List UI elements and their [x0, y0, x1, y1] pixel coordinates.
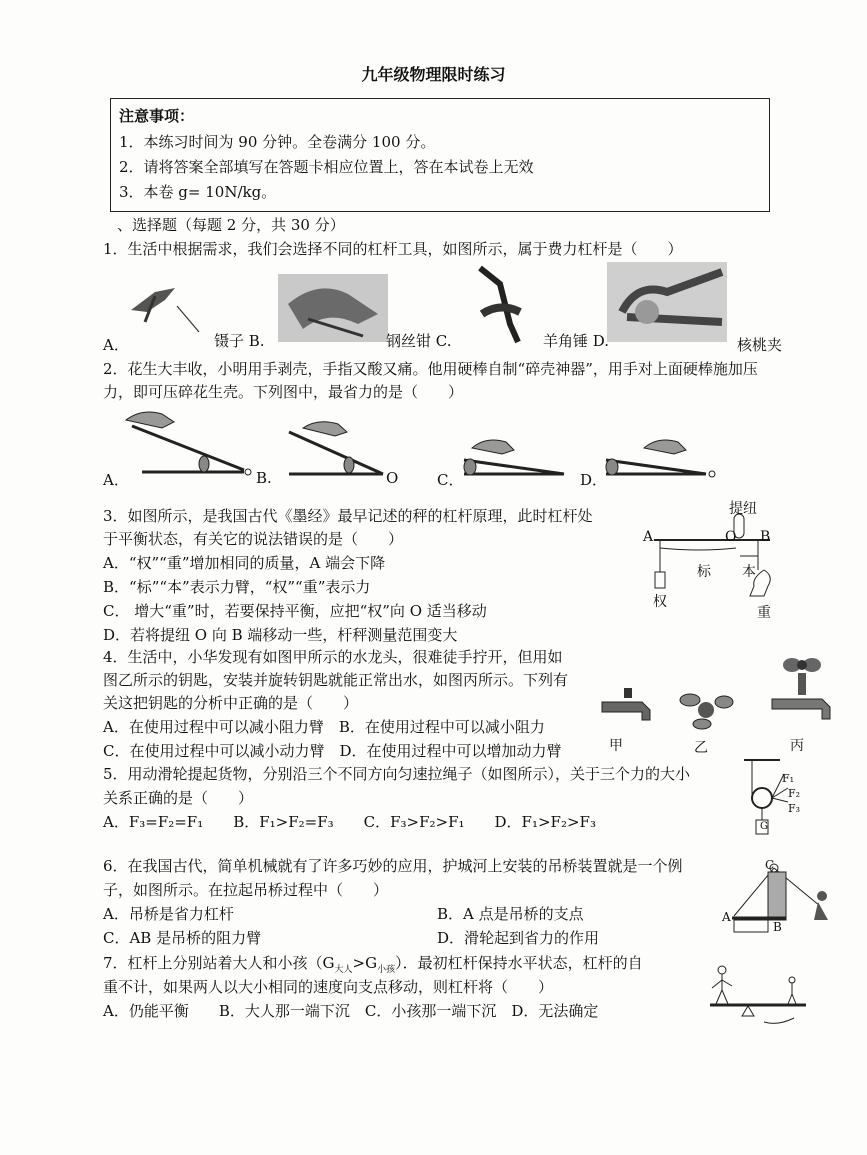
q2-option-b: B. [256, 469, 272, 487]
fig-label-f3: F₃ [788, 802, 801, 815]
lever-diagram-c [458, 436, 568, 478]
q3-option-a: A．“权”“重”增加相同的质量，A 端会下降 [103, 554, 386, 572]
fig-label-biao: 标 [697, 564, 711, 580]
q5-line: 关系正确的是（ ） [103, 789, 254, 807]
fig-label-zhong: 重 [757, 605, 771, 621]
q1-option-d: 羊角锤 D. [543, 332, 610, 350]
fig-label-yi: 乙 [694, 740, 708, 756]
q4-options-cd: C．在使用过程中可以减小动力臂 D．在使用过程中可以增加动力臂 [103, 742, 562, 760]
lever-diagram-a [122, 408, 252, 480]
pliers-image [278, 274, 388, 342]
q2-stem-line: 2．花生大丰收，小明用手剥壳，手指又酸又痛。他用硬棒自制“碎壳神器”，用手对上面硬棒施加压 [103, 360, 758, 378]
q7-line [103, 952, 643, 975]
q1-stem: 1．生活中根据需求，我们会选择不同的杠杆工具，如图所示，属于费力杠杆是（ ） [103, 240, 683, 258]
fig-label-a: A [643, 529, 654, 545]
q1-option-b: 镊子 B. [214, 332, 265, 350]
q6-option-d: D．滑轮起到省力的作用 [437, 929, 600, 947]
q7-text: ）．最初杠杆保持水平状态，杠杆的自 [395, 954, 643, 972]
pivot-o-label: O [386, 469, 399, 487]
fig-label-b: B [773, 920, 782, 934]
q7-gt: >G [352, 954, 378, 972]
q4-line: 关这把钥匙的分析中正确的是（ ） [103, 694, 359, 712]
q6-option-a: A．吊桥是省力杠杆 [103, 905, 234, 923]
fig-label-ben: 本 [742, 564, 756, 580]
notice-box [110, 98, 770, 212]
notice-item: 2．请将答案全部填写在答题卡相应位置上，答在本试卷上无效 [119, 158, 534, 176]
q6-line: 子，如图所示。在拉起吊桥过程中（ ） [103, 881, 389, 899]
fig-label-g: G [760, 821, 768, 832]
q7-line: 重不计，如果两人以大小相同的速度向支点移动，则杠杆将（ ） [103, 978, 554, 996]
fig-label-f2: F₂ [788, 787, 801, 800]
q7-options: A．仍能平衡 B．大人那一端下沉 C．小孩那一端下沉 D．无法确定 [103, 1002, 599, 1020]
q3-option-b: B．“标”“本”表示力臂，“权”“重”表示力 [103, 578, 371, 596]
key-image-yi [678, 690, 734, 730]
notice-item: 3．本卷 g= 10N/kg。 [119, 183, 277, 201]
q2-option-a: A． [103, 471, 129, 489]
page-title: 九年级物理限时练习 [361, 65, 506, 84]
q4-line: 4．生活中，小华发现有如图甲所示的水龙头，很难徒手拧开，但用如 [103, 648, 563, 666]
q6-option-b: B．A 点是吊桥的支点 [437, 905, 584, 923]
fig-label-a: A [722, 910, 731, 924]
q5-options: A．F₃=F₂=F₁ B．F₁>F₂=F₃ C．F₃>F₂>F₁ D．F₁>F₂>F₃ [103, 813, 596, 831]
q2-stem-line: 力，即可压碎花生壳。下列图中，最省力的是（ ） [103, 383, 464, 401]
drawbridge-diagram [728, 860, 838, 942]
faucet-with-key-image-bing [768, 655, 838, 733]
q1-option-a: A． [103, 336, 129, 354]
q3-option-c: C． 增大“重”时，若要保持平衡，应把“权”向 O 适当移动 [103, 602, 487, 620]
seesaw-diagram [708, 964, 808, 1034]
q6-option-c: C．AB 是吊桥的阻力臂 [103, 929, 262, 947]
fig-label-c: C [765, 858, 775, 872]
lever-diagram-d [600, 436, 715, 478]
q7-sub-child: 小孩 [377, 965, 396, 975]
q3-option-d: D．若将提纽 O 向 B 端移动一些，杆秤测量范围变大 [103, 626, 458, 644]
fig-label-tinu: 提纽 [729, 501, 757, 517]
q6-line: 6．在我国古代，简单机械就有了许多巧妙的应用，护城河上安装的吊桥装置就是一个例 [103, 857, 683, 875]
fig-label-f1: F₁ [782, 772, 795, 785]
q7-text: 7．杠杆上分别站着大人和小孩（G [103, 954, 335, 972]
notice-item: 1．本练习时间为 90 分钟。全卷满分 100 分。 [119, 133, 436, 151]
q1-option-d-label: 核桃夹 [737, 336, 783, 354]
q2-option-c: C． [437, 471, 464, 489]
tweezers-image [125, 270, 205, 340]
fig-label-bing: 丙 [790, 738, 804, 754]
fig-label-quan: 权 [653, 594, 667, 610]
notice-heading: 注意事项： [119, 107, 195, 125]
q3-line: 3．如图所示，是我国古代《墨经》最早记述的秤的杠杆原理，此时杠杆处 [103, 507, 593, 525]
nutcracker-image [607, 262, 727, 342]
fig-label-o: O [725, 529, 737, 545]
q4-line: 图乙所示的钥匙，安装并旋转钥匙就能正常出水，如图丙所示。下列有 [103, 671, 569, 689]
fig-label-b: B [760, 529, 771, 545]
q3-line: 于平衡状态，有关它的说法错误的是（ ） [103, 530, 404, 548]
lever-diagram-b [283, 418, 393, 480]
faucet-image-jia [598, 688, 654, 728]
q1-option-c: 钢丝钳 C. [386, 332, 452, 350]
claw-hammer-image [470, 264, 530, 344]
fig-label-jia: 甲 [609, 738, 623, 754]
q2-option-d: D． [580, 471, 608, 489]
q4-options-ab: A．在使用过程中可以减小阻力臂 B．在使用过程中可以减小阻力 [103, 718, 545, 736]
section-heading: 、选择题（每题 2 分，共 30 分） [117, 216, 345, 234]
q7-sub-adult: 大人 [334, 965, 353, 975]
q5-line: 5．用动滑轮提起货物，分别沿三个不同方向匀速拉绳子（如图所示），关于三个力的大小 [103, 765, 691, 783]
